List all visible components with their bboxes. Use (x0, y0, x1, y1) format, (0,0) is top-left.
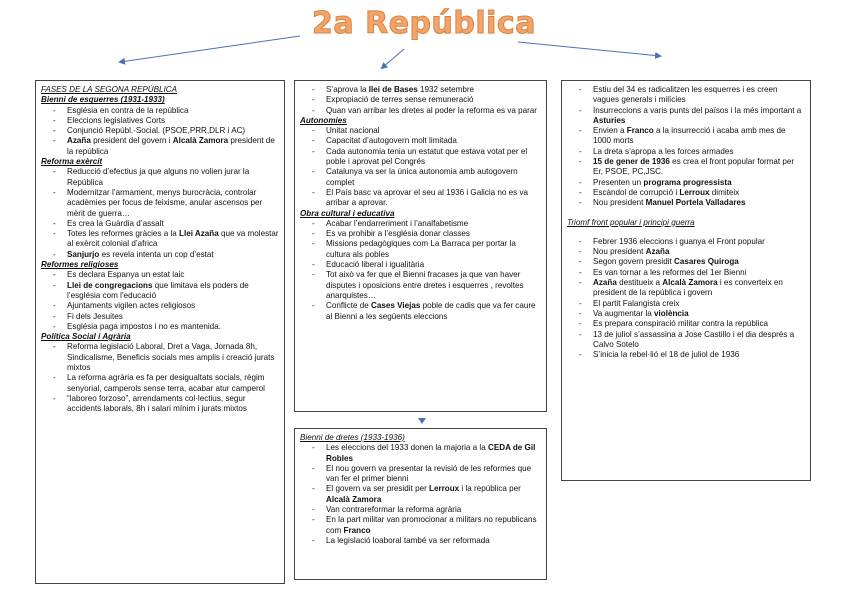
arrow-to-middle-box (382, 49, 404, 68)
left-item: - Església paga impostos i no es mantenida. (41, 322, 279, 332)
left-heading: FASES DE LA SEGONA REPÚBLICA (41, 85, 177, 94)
middle-top-item: - Es va prohibir a l’església donar classes (300, 229, 541, 239)
left-item: - Eleccions legislatives Corts (41, 116, 279, 126)
left-item: - Llei de congregacions que limitava els poders de l’església com l’educació (41, 281, 279, 302)
middle-bottom-item: - El govern va ser presidit per Lerroux i la república per Alcalà Zamora (300, 484, 541, 505)
middle-top-section-title: Autonomies (300, 115, 347, 125)
middle-top-item: - Unitat nacional (300, 126, 541, 136)
left-item: - Sanjurjo es revela intenta un cop d’estat (41, 250, 279, 260)
middle-top-section-title: Obra cultural i educativa (300, 208, 395, 218)
middle-top-item: - Educació liberal i igualitària (300, 260, 541, 270)
middle-top-item: - Tot això va fer que el Bienni fracases ja que van haver disputes i oposicions entre dretes i esquerres , revoltes anarquistes… (300, 270, 541, 301)
right-intro-item: - Envien a Franco a la insurrecció i acaba amb mes de 1000 morts (567, 126, 805, 147)
middle-top-item: - El País basc va aprovar el seu al 1936 i Galicia no es va arribar a aprovar. (300, 188, 541, 209)
left-item: - Ajuntaments vigilen actes religiosos (41, 301, 279, 311)
left-item: - Conjunció Repúbl.-Social. (PSOE,PRR,DLR i AC) (41, 126, 279, 136)
middle-top-item: - Quan van arribar les dretes al poder la reforma es va parar (300, 106, 541, 116)
middle-top-item: - Catalunya va ser la única autonomia amb autogovern complet (300, 167, 541, 188)
left-item: - Reducció d’efectius ja que alguns no volien jurar la República (41, 167, 279, 188)
right-item: - Es van tornar a les reformes del 1er Bienni (567, 268, 805, 278)
right-intro-item: - 15 de gener de 1936 es crea el front popular format per Er, PSOE, PC,JSC. (567, 157, 805, 178)
middle-top-section-list (300, 219, 541, 322)
left-box-phases (35, 80, 285, 584)
left-item: - Azaña president del govern i Alcalà Zamora president de la república (41, 136, 279, 157)
left-item: - La reforma agrària es fa per desigualtats socials, règim senyorial, camperols sense terra, acabar atur camperol (41, 373, 279, 394)
left-section-title: Reformes religioses (41, 260, 119, 270)
middle-bottom-item: - Van contrareformar la reforma agrària (300, 505, 541, 515)
left-item: - Es crea la Guàrdia d’assalt (41, 219, 279, 229)
middle-top-item: - Conflicte de Cases Viejas poble de cadis que va fer caure al Bienni a les següents eleccions (300, 301, 541, 322)
right-item: - S’inicia la rebel·lió el 18 de juliol de 1936 (567, 350, 805, 360)
right-item: - 13 de juliol s’assassina a Jose Castillo i el dia després a Calvo Sotelo (567, 330, 805, 351)
right-intro-item: - Escàndol de corrupció i Lerroux dimiteix (567, 188, 805, 198)
left-section-list (41, 167, 279, 260)
middle-top-item: - Missions pedagògiques com La Barraca per portar la cultura als pobles (300, 239, 541, 260)
left-section-list (41, 106, 279, 157)
middle-top-item: - Expropiació de terres sense remuneració (300, 95, 541, 105)
middle-top-item: - Cada autonomia tenia un estatut que estava votat per el poble i aprovat pel Congrés (300, 147, 541, 168)
left-item: - Fi dels Jesuites (41, 312, 279, 322)
right-item: - Febrer 1936 eleccions i guanya el Front popular (567, 237, 805, 247)
left-section-title: Bienni de esquerres (1931-1933) (41, 95, 165, 105)
middle-bottom-item: - Les eleccions del 1933 donen la majoria a la CEDA de Gil Robles (300, 443, 541, 464)
left-item: - Es declara Espanya un estat laic (41, 270, 279, 280)
right-item: - Va augmentar la violència (567, 309, 805, 319)
right-section-title: Triomf front popular i principi guerra (567, 217, 695, 227)
right-intro-item: - Insurreccions a varis punts del països i la més important a Asturies (567, 106, 805, 127)
middle-bottom-item: - La legislació loaboral també va ser reformada (300, 536, 541, 546)
arrow-to-right-box (518, 42, 660, 56)
right-intro-item: - Nou president Manuel Portela Valladares (567, 198, 805, 208)
middle-bottom-item: - El nou govern va presentar la revisió de les reformes que van fer el primer bienni (300, 464, 541, 485)
middle-top-item: - Acabar l’endarreriment i l’analfabetisme (300, 219, 541, 229)
arrow-down-middle (418, 418, 426, 424)
left-section-list (41, 270, 279, 332)
right-intro-item: - Estiu del 34 es radicalitzen les esquerres i es creen vagues generals i milícies (567, 85, 805, 106)
middle-top-item: - Capacitat d’autogovern molt limitada (300, 136, 541, 146)
right-item: - Nou president Azaña (567, 247, 805, 257)
page-title: 2a República (312, 6, 536, 41)
left-section-title: Reforma exèrcit (41, 157, 103, 167)
middle-top-box (294, 80, 547, 412)
left-item: - Modernitzar l’armament, menys burocràcia, controlar acadèmies per focus de feixisme, anular ascensos per mèrit de guerra… (41, 188, 279, 219)
middle-top-item: - S’aprova la llei de Bases 1932 setembre (300, 85, 541, 95)
left-item: - Totes les reformes gràcies a la Llei Azaña que va molestar al exèrcit colonial d’africa (41, 229, 279, 250)
middle-bottom-title: Bienni de dretes (1933-1936) (300, 433, 405, 442)
right-item: - Segon govern presidit Casares Quiroga (567, 257, 805, 267)
right-box (561, 80, 811, 481)
middle-top-section-list (300, 126, 541, 208)
left-item: - Reforma legislació Laboral, Dret a Vaga, Jornada 8h, Sindicalisme, Beneficis socials mes amplis i creació jurats mixtos (41, 342, 279, 373)
middle-bottom-box (294, 428, 547, 580)
left-item: - Església en contra de la república (41, 106, 279, 116)
left-item: - “laboreo forzoso”, arrendaments col·lectius, segur accidents laborals, 8h i salari mínim i jurats mixtos (41, 394, 279, 415)
right-item: - Es prepara conspiració militar contra la república (567, 319, 805, 329)
left-section-list (41, 342, 279, 414)
left-section-title: Política Social i Agrària (41, 332, 131, 342)
right-item: - Azaña destitueix a Alcalà Zamora i es converteix en president de la república i govern (567, 278, 805, 299)
middle-bottom-item: - En la part militar van promocionar a militars no republicans com Franco (300, 515, 541, 536)
right-intro-item: - Presenten un programa progressista (567, 178, 805, 188)
right-item: - El partit Falangista creix (567, 299, 805, 309)
right-intro-item: - La dreta s’apropa a les forces armades (567, 147, 805, 157)
